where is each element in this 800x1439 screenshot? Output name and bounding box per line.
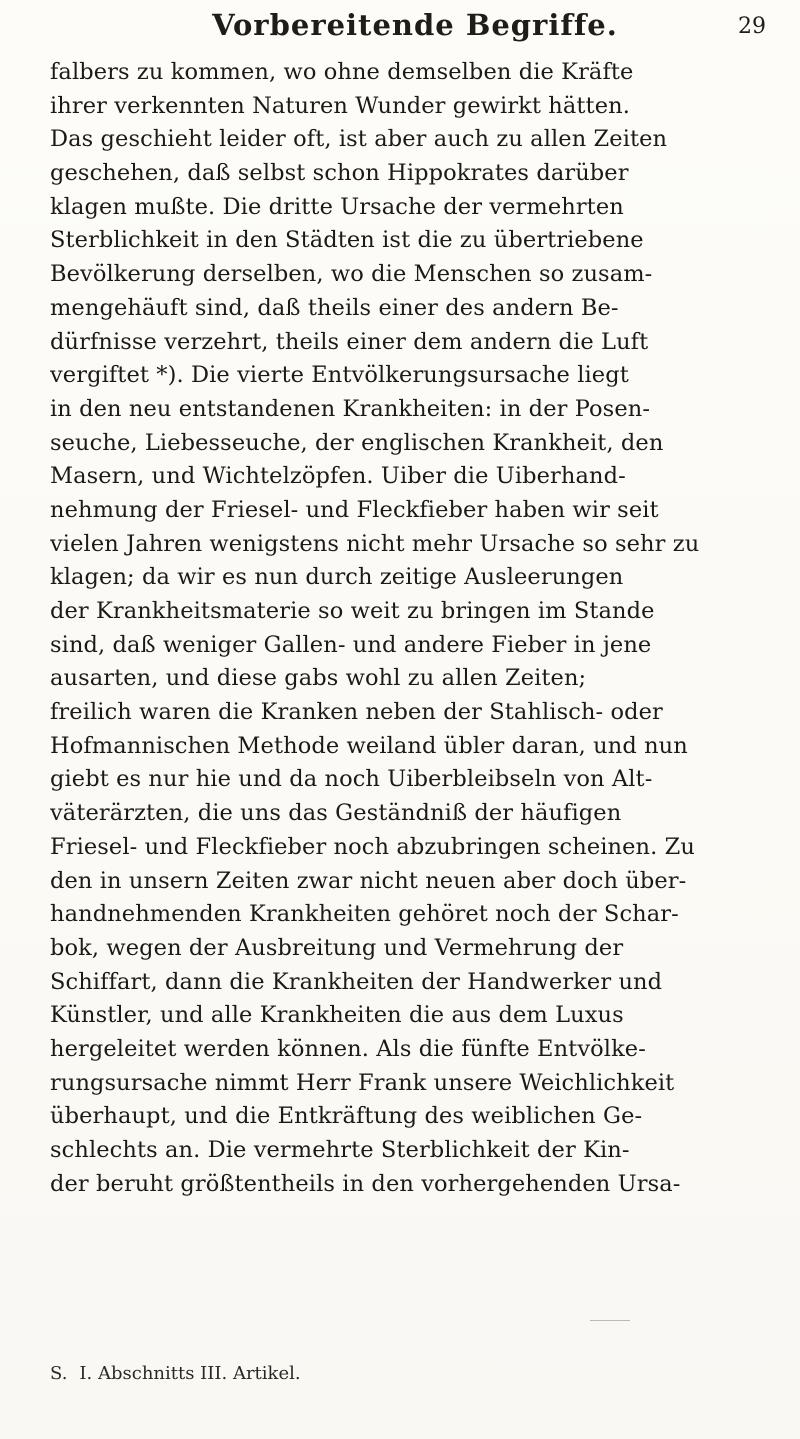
text-line: ausarten, und diese gabs wohl zu allen Zeiten;	[50, 665, 587, 692]
text-line: mengehäuft sind, daß theils einer des andern Be-	[50, 294, 619, 321]
text-line: seuche, Liebesseuche, der englischen Krankheit, den	[50, 429, 664, 456]
text-line: vergiftet *). Die vierte Entvölkerungsursache liegt	[50, 362, 629, 389]
text-line: in den neu entstandenen Krankheiten: in der Posen-	[50, 395, 651, 422]
text-line: Friesel- und Fleckfieber noch abzubringen scheinen. Zu	[50, 833, 695, 860]
text-line: Schiffart, dann die Krankheiten der Handwerker und	[50, 968, 663, 995]
text-line: Hofmannischen Methode weiland übler daran, und nun	[50, 732, 688, 759]
text-line: giebt es nur hie und da noch Uiberbleibseln von Alt-	[50, 766, 653, 793]
text-line: vielen Jahren wenigstens nicht mehr Ursache so sehr zu	[50, 530, 700, 557]
text-line: hergeleitet werden können. Als die fünfte Entvölke-	[50, 1035, 646, 1062]
text-line: nehmung der Friesel- und Fleckfieber haben wir seit	[50, 496, 659, 523]
page-number: 29	[738, 14, 766, 39]
text-line: Sterblichkeit in den Städten ist die zu übertriebene	[50, 227, 644, 254]
footnote-reference: I. Abschnitts III. Artikel.	[79, 1363, 301, 1384]
text-line: überhaupt, und die Entkräftung des weiblichen Ge-	[50, 1103, 643, 1130]
text-line: rungsursache nimmt Herr Frank unsere Weichlichkeit	[50, 1069, 675, 1096]
text-line: Künstler, und alle Krankheiten die aus dem Luxus	[50, 1002, 624, 1029]
text-line: dürfnisse verzehrt, theils einer dem andern die Luft	[50, 328, 649, 355]
body-text	[50, 56, 790, 1201]
text-line: der Krankheitsmaterie so weit zu bringen im Stande	[50, 598, 655, 624]
text-line: Masern, und Wichtelzöpfen. Uiber die Uiberhand-	[50, 463, 626, 490]
text-line: freilich waren die Kranken neben der Stahlisch- oder	[50, 699, 663, 726]
running-title: Vorbereitende Begriffe.	[212, 8, 618, 42]
footnote	[50, 1354, 301, 1394]
text-line: der beruht größtentheils in den vorhergehenden Ursa-	[50, 1170, 681, 1197]
text-line: klagen; da wir es nun durch zeitige Ausleerungen	[50, 564, 624, 591]
text-line: den in unsern Zeiten zwar nicht neuen aber doch über-	[50, 867, 687, 894]
text-line: klagen mußte. Die dritte Ursache der vermehrten	[50, 193, 624, 220]
text-line: sind, daß weniger Gallen- und andere Fieber in jene	[50, 631, 652, 658]
text-line: bok, wegen der Ausbreitung und Vermehrung der	[50, 934, 624, 961]
text-line: geschehen, daß selbst schon Hippokrates darüber	[50, 160, 629, 187]
footnote-signature: S.	[50, 1363, 68, 1384]
text-line: schlechts an. Die vermehrte Sterblichkeit der Kin-	[50, 1137, 630, 1163]
text-line: Das geschieht leider oft, ist aber auch zu allen Zeiten	[50, 126, 668, 153]
text-line: ihrer verkennten Naturen Wunder gewirkt hätten.	[50, 92, 630, 119]
page-footer	[50, 1354, 750, 1394]
text-line: falbers zu kommen, wo ohne demselben die Kräfte	[50, 59, 634, 85]
page-mark	[590, 1320, 630, 1321]
text-line: Bevölkerung derselben, wo die Menschen so zusam-	[50, 261, 653, 288]
text-line: handnehmenden Krankheiten gehöret noch der Schar-	[50, 901, 679, 928]
text-line: väterärzten, die uns das Geständniß der häufigen	[50, 800, 622, 827]
page-header	[0, 0, 800, 56]
